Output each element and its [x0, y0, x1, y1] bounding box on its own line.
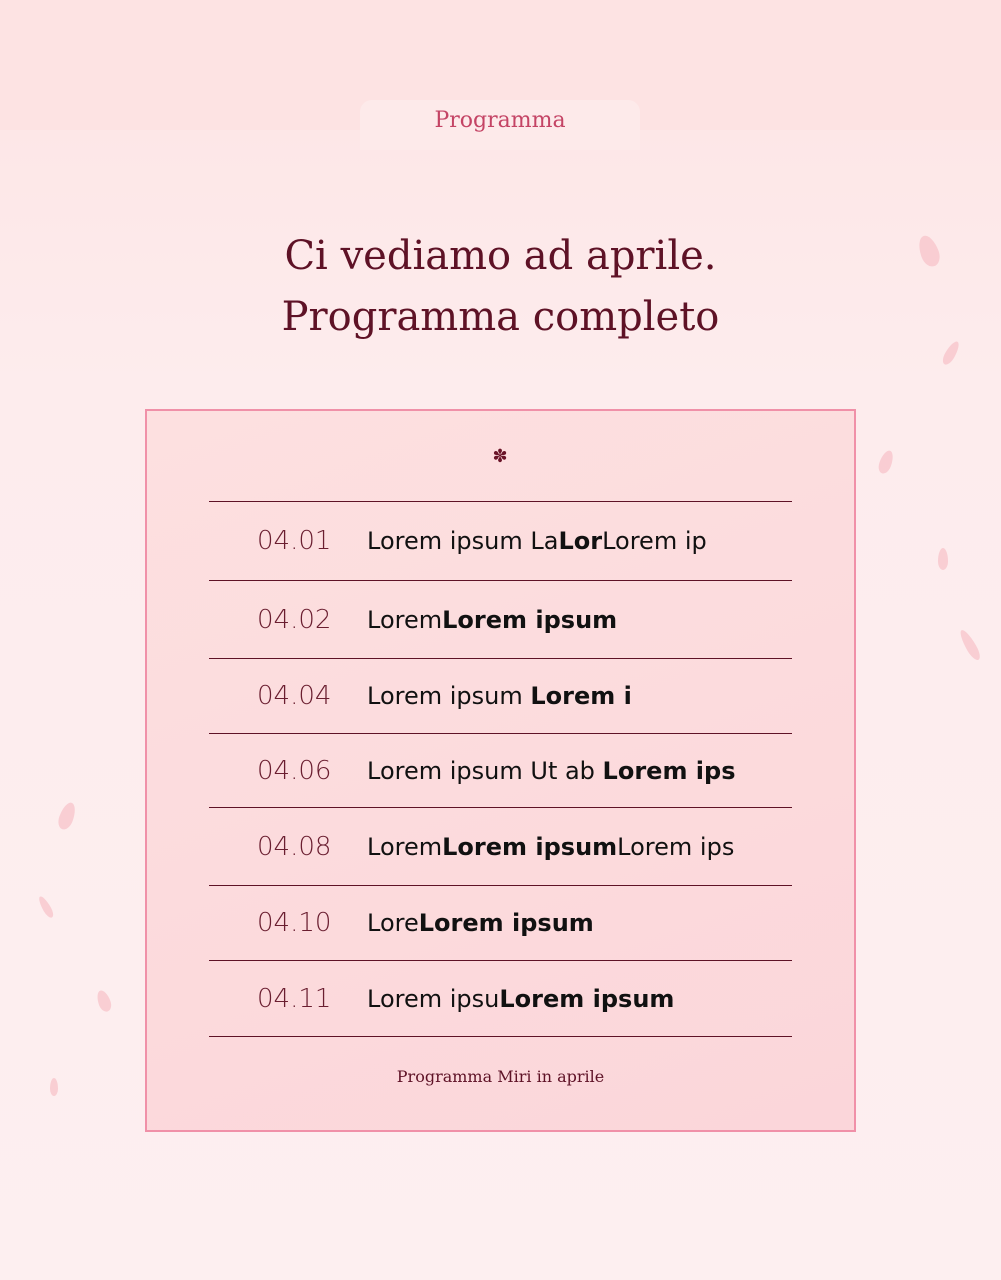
page-title [0, 226, 1001, 348]
schedule-row [209, 734, 792, 808]
schedule-text [367, 833, 734, 861]
card-footer: Programma Miri in aprile [396, 1067, 605, 1086]
schedule-row [209, 961, 792, 1037]
text-segment: Lorem [367, 832, 443, 861]
schedule-date: 04.08 [257, 831, 332, 862]
schedule-row [209, 659, 792, 734]
schedule-date: 04.10 [257, 908, 332, 938]
schedule-text [367, 909, 594, 937]
schedule-row [209, 808, 792, 886]
text-segment: Lorem [367, 605, 443, 634]
schedule-card [145, 409, 856, 1132]
text-segment: Lore [367, 909, 419, 937]
text-segment: Lorem ipsum Ut ab [367, 756, 603, 785]
tab-programma[interactable] [360, 100, 640, 150]
schedule-text [367, 606, 617, 634]
text-segment: Lorem ip [602, 527, 707, 555]
text-segment: Lorem ipsum [367, 682, 531, 710]
text-segment: Lorem ipsu [367, 984, 500, 1013]
text-segment: Lorem ips [617, 832, 735, 861]
flower-icon: ✽ [492, 446, 508, 467]
schedule-date: 04.06 [257, 755, 332, 786]
petal-decoration [56, 800, 79, 831]
text-segment: Lorem i [530, 682, 632, 710]
text-segment: Lor [558, 527, 603, 555]
schedule-row [209, 581, 792, 659]
schedule-row [209, 886, 792, 961]
text-segment: Lorem ipsum La [367, 527, 559, 555]
petal-decoration [957, 628, 983, 662]
text-segment: Lorem ipsum [442, 832, 618, 861]
schedule-text [367, 985, 674, 1013]
petal-decoration [938, 548, 948, 570]
title-line-2: Programma completo [281, 294, 720, 340]
schedule-date: 04.04 [257, 681, 332, 711]
petal-decoration [876, 449, 895, 476]
text-segment: Lorem ipsum [442, 605, 618, 634]
title-line-1: Ci vediamo ad aprile. [284, 233, 717, 279]
petal-decoration [50, 1078, 58, 1096]
schedule-date: 04.01 [257, 526, 332, 556]
schedule-date: 04.11 [257, 983, 332, 1014]
tab-label: Programma [434, 108, 566, 133]
schedule-text [367, 757, 736, 785]
text-segment: Lorem ipsum [418, 909, 594, 937]
schedule-date: 04.02 [257, 604, 332, 635]
petal-decoration [37, 895, 56, 920]
text-segment: Lorem ips [602, 756, 736, 785]
text-segment: Lorem ipsum [499, 984, 675, 1013]
schedule-list [209, 501, 792, 1037]
schedule-text [367, 682, 632, 710]
petal-decoration [95, 989, 114, 1014]
schedule-text [367, 527, 707, 555]
schedule-row [209, 502, 792, 581]
